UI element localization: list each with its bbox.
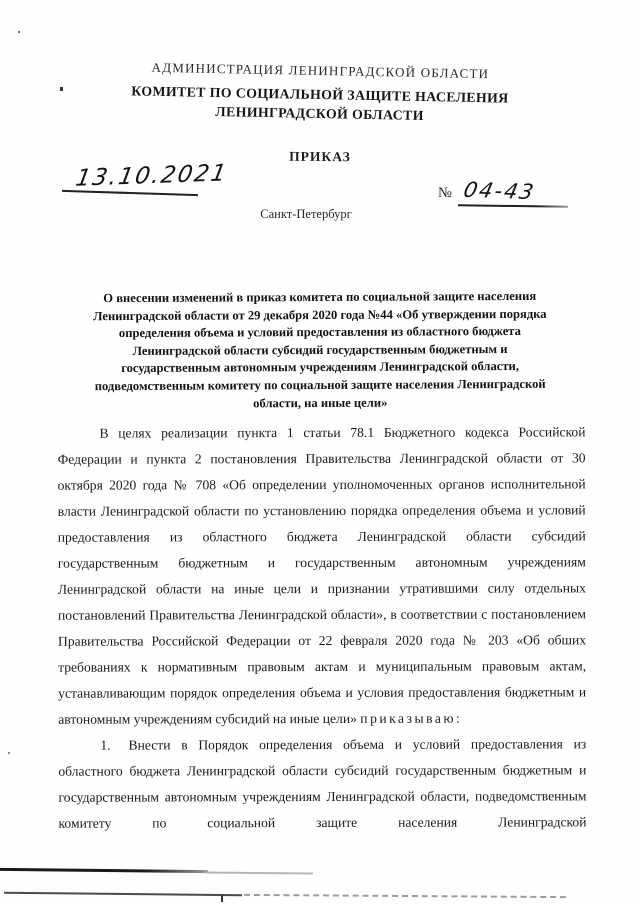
handwritten-number: 04-43 bbox=[461, 177, 538, 205]
scan-artifact-tick bbox=[221, 895, 223, 902]
scan-artifact-dot bbox=[8, 752, 10, 754]
scan-artifact-dashed-line bbox=[244, 894, 566, 898]
order-title-line: области, на иные цели» bbox=[253, 395, 388, 410]
order-body bbox=[57, 419, 586, 836]
order-title-line: Ленинградской области субсидий государственным бюджетным и bbox=[132, 341, 508, 358]
item-1-number: 1. bbox=[100, 737, 111, 753]
preamble-paragraph bbox=[57, 419, 586, 732]
document-type-label: ПРИКАЗ bbox=[289, 148, 351, 165]
order-title bbox=[58, 288, 583, 414]
scan-artifact-line bbox=[0, 868, 208, 873]
order-title-line: определения объема и условий предоставления из областного бюджета bbox=[118, 324, 521, 341]
item-1-paragraph bbox=[58, 731, 586, 836]
order-title-line: Ленинградской области от 29 декабря 2020 года №44 «Об утверждении порядка bbox=[93, 306, 547, 323]
org-committee-name-line2: ЛЕНИНГРАДСКОЙ ОБЛАСТИ bbox=[215, 103, 424, 123]
document-header bbox=[0, 57, 640, 129]
item-1-text: Внести в Порядок определения объема и условий предоставления из областного бюджета Ленинградской области субсидий государственным бюджетным и государственным автономным учреждениям Ленинградской области, подведомственным комитету по социальной защите населения Ленинградской bbox=[58, 736, 587, 831]
number-sign: № bbox=[438, 185, 452, 201]
order-title-line: государственным автономным учреждениям Ленинградской области, bbox=[121, 359, 519, 376]
handwritten-date: 13.10.2021 bbox=[73, 160, 230, 192]
scan-artifact-line bbox=[4, 892, 242, 896]
scan-artifact-line bbox=[205, 872, 313, 874]
order-title-line: О внесении изменений в приказ комитета по социальной защите населения bbox=[103, 288, 537, 306]
date-underline bbox=[62, 190, 198, 196]
scan-artifact-dot bbox=[18, 31, 20, 33]
order-title-line: подведомственным комитету по социальной защите населения Ленинградской bbox=[94, 376, 546, 394]
preamble-text: В целях реализации пункта 1 статьи 78.1 Бюджетного кодекса Российской Федерации и пункта 2 постановления Правительства Ленинградской области от 30 октября 2020 года № 708 «Об определении уполномоченных органов исполнительной власти Ленинградской области по установлению порядка определения объема и условий предоставления из областного бюджета Ленинградской области субсидий государственным бюджетным и государственным автономным учреждениям Ленинградской области на иные цели и признании утратившими силу отдельных постановлений Правительства Ленинградской области», в соответствии с постановлением Правительства Российской Федерации от 22 февраля 2020 года № 203 «Об обших требованиях к нормативным правовым актам и муниципальным правовым актам, устанавливающим порядок определения объема и условия предоставления бюджетным и автономным учреждениям субсидий на иные цели» bbox=[57, 424, 587, 727]
org-committee-name-line1: КОМИТЕТ ПО СОЦИАЛЬНОЙ ЗАЩИТЕ НАСЕЛЕНИЯ bbox=[131, 83, 509, 106]
decree-word: приказываю: bbox=[360, 710, 463, 726]
org-administration-name: АДМИНИСТРАЦИЯ ЛЕНИНГРАДСКОЙ ОБЛАСТИ bbox=[151, 59, 490, 82]
city-label: Санкт-Петербург bbox=[260, 207, 352, 221]
